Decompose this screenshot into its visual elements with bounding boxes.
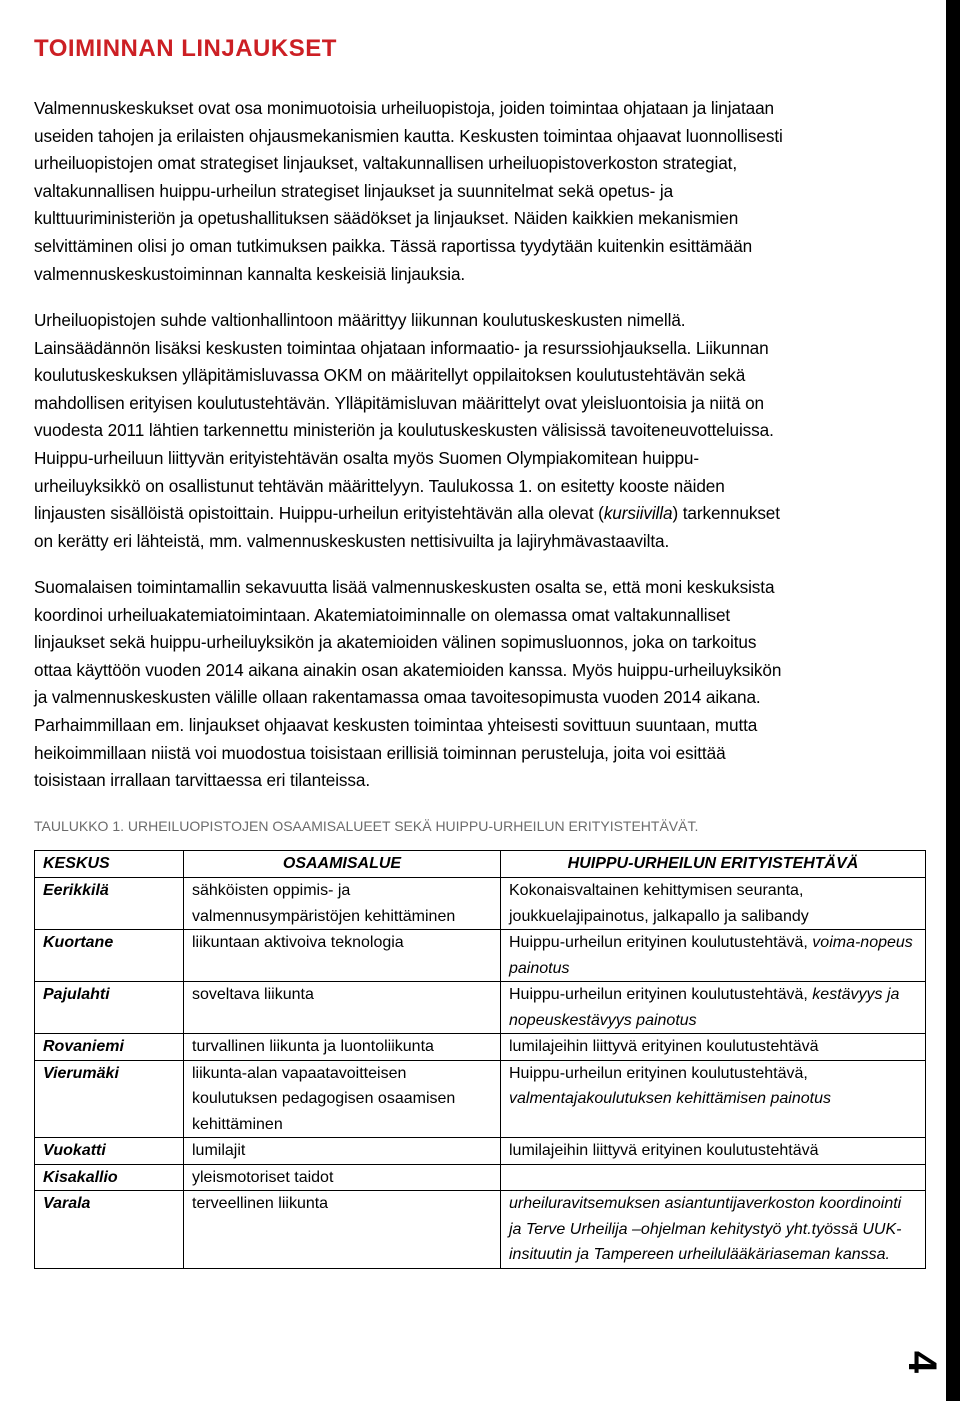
text-line: valmennuskeskustoiminnan kannalta keskeisiä linjauksia. [34, 263, 466, 284]
table-row [35, 1191, 926, 1269]
cell-osaamisalue: lumilajit [184, 1138, 501, 1165]
text-line: urheiluopistojen omat strategiset linjaukset, valtakunnallisen urheiluopistoverkoston strategiat, [34, 153, 738, 174]
cell-osaamisalue: sähköisten oppimis- ja valmennusympäristöjen kehittäminen [184, 878, 501, 930]
text-line: Urheiluopistojen suhde valtionhallintoon määrittyy liikunnan koulutuskeskusten nimellä. [34, 310, 686, 330]
cell-erityistehtava [501, 930, 926, 982]
page-edge-bar [946, 0, 960, 1401]
cell-osaamisalue: turvallinen liikunta ja luontoliikunta [184, 1034, 501, 1061]
text-line: Valmennuskeskukset ovat osa monimuotoisia urheiluopistoja, joiden toimintaa ohjataan ja linjataan [34, 98, 774, 118]
text-line: koordinoi urheiluakatemiatoimintaan. Akatemiatoiminnalle on olemassa omat valtakunnalliset [34, 604, 731, 625]
text-line: heikoimmillaan niistä voi muodostua toisistaan erillisiä toiminnan perusteluja, joita voi esittää [34, 742, 726, 763]
text-line: selvittäminen olisi jo oman tutkimuksen paikka. Tässä raportissa tyydytään kuitenkin esittämään [34, 235, 753, 256]
cell-erityistehtava [501, 1191, 926, 1269]
cell-keskus: Vuokatti [35, 1138, 184, 1165]
cell-osaamisalue: yleismotoriset taidot [184, 1164, 501, 1191]
cell-text: lumilajeihin liittyvä erityinen koulutustehtävä [509, 1142, 819, 1159]
text-line: Parhaimmillaan em. linjaukset ohjaavat keskusten toimintaa yhteisesti sovittuun suuntaan, mutta [34, 714, 758, 735]
cell-text: Huippu-urheilun erityinen koulutustehtävä, [509, 1064, 808, 1082]
cell-erityistehtava [501, 1138, 926, 1165]
cell-keskus: Pajulahti [35, 982, 184, 1034]
cell-erityistehtava [501, 878, 926, 930]
cell-keskus: Vierumäki [35, 1060, 184, 1138]
text-line: ja valmennuskeskusten välille ollaan rakentamassa omaa tavoitesopimusta vuoden 2014 aikana. [34, 687, 761, 708]
table-caption: TAULUKKO 1. URHEILUOPISTOJEN OSAAMISALUEET SEKÄ HUIPPU-URHEILUN ERITYISTEHTÄVÄT. [34, 818, 699, 834]
paragraph-3 [34, 574, 904, 795]
text-line: Suomalaisen toimintamallin sekavuutta lisää valmennuskeskusten osalta se, että moni keskuksista [34, 577, 775, 597]
cell-osaamisalue: liikuntaan aktivoiva teknologia [184, 930, 501, 982]
cell-text-italic: kestävyys ja nopeuskestävyys painotus [509, 986, 900, 1029]
text-segment: ) tarkennukset [672, 503, 780, 524]
cell-erityistehtava [501, 1034, 926, 1061]
text-line: ottaa käyttöön vuoden 2014 aikana ainakin osan akatemioiden kanssa. Myös huippu-urheiluyksikön [34, 659, 782, 680]
cell-text: Kokonaisvaltainen kehittymisen seuranta, joukkuelajipainotus, jalkapallo ja salibandy [509, 882, 809, 925]
table-row [35, 1164, 926, 1191]
text-segment: linjausten sisällöistä opistoittain. Huippu-urheilun erityistehtävän alla olevat ( [34, 503, 604, 524]
text-line: on kerätty eri lähteistä, mm. valmennuskeskusten nettisivuilta ja lajiryhmävastaavilta. [34, 530, 670, 551]
paragraph-2 [34, 307, 904, 555]
cell-text: Huippu-urheilun erityinen koulutustehtävä, [509, 986, 813, 1003]
cell-erityistehtava [501, 1164, 926, 1191]
table-row [35, 982, 926, 1034]
table-row [35, 1060, 926, 1138]
cell-keskus: Kisakallio [35, 1164, 184, 1191]
header-osaamisalue: OSAAMISALUE [184, 851, 501, 878]
paragraph-1 [34, 95, 904, 288]
header-erityistehtava: HUIPPU-URHEILUN ERITYISTEHTÄVÄ [501, 851, 926, 878]
text-line: Lainsäädännön lisäksi keskusten toimintaa ohjataan informaatio- ja resurssiohjauksella. Liikunnan [34, 337, 769, 358]
header-keskus: KESKUS [35, 851, 184, 878]
osaamisalueet-table [34, 850, 926, 1269]
text-line: toisistaan irrallaan tarvittaessa eri tilanteissa. [34, 770, 371, 791]
table-row [35, 930, 926, 982]
page-title: TOIMINNAN LINJAUKSET [34, 35, 337, 62]
cell-erityistehtava [501, 982, 926, 1034]
text-line: Huippu-urheiluun liittyvän erityistehtävän osalta myös Suomen Olympiakomitean huippu- [34, 447, 700, 468]
text-line: mahdollisen erityisen koulutustehtävän. Ylläpitämisluvan määrittelyt ovat yleisluontoisia ja niitä on [34, 392, 764, 413]
text-line: urheiluyksikkö on osallistunut tehtävän määrittelyyn. Taulukossa 1. on esitetty kooste näiden [34, 475, 725, 496]
cell-erityistehtava [501, 1060, 926, 1138]
italic-word: kursiivilla [603, 503, 673, 524]
cell-keskus: Varala [35, 1191, 184, 1269]
table-row [35, 1138, 926, 1165]
text-line: kulttuuriministeriön ja opetushallituksen säädökset ja linjaukset. Näiden kaikkien mekanismien [34, 208, 739, 229]
cell-osaamisalue: terveellinen liikunta [184, 1191, 501, 1269]
cell-text-italic: voima-nopeus painotus [509, 934, 913, 977]
table-row [35, 1034, 926, 1061]
page-number: 4 [900, 1350, 944, 1374]
table-row [35, 878, 926, 930]
cell-text: Huippu-urheilun erityinen koulutustehtävä, [509, 934, 813, 951]
cell-keskus: Kuortane [35, 930, 184, 982]
text-line: linjaukset sekä huippu-urheiluyksikön ja akatemioiden välinen sopimusluonnos, joka on tarkoitus [34, 632, 757, 653]
cell-text-italic: urheiluravitsemuksen asiantuntijaverkoston koordinointi ja Terve Urheilija –ohjelman kehitystyö yht.työssä UUK-insituutin ja Tampereen urheilulääkäriaseman kanssa. [509, 1195, 902, 1263]
text-line: useiden tahojen ja erilaisten ohjausmekanismien kautta. Keskusten toimintaa ohjaavat luonnollisesti [34, 125, 783, 146]
table-header-row [35, 851, 926, 878]
text-line: vuodesta 2011 lähtien tarkennettu ministeriön ja koulutuskeskusten välisissä tavoiteneuvotteluissa. [34, 420, 774, 441]
cell-keskus: Eerikkilä [35, 878, 184, 930]
cell-osaamisalue: liikunta-alan vapaatavoitteisen koulutuksen pedagogisen osaamisen kehittäminen [184, 1060, 501, 1138]
text-line: valtakunnallisen huippu-urheilun strategiset linjaukset ja suunnitelmat sekä opetus- ja [34, 180, 674, 201]
cell-osaamisalue: soveltava liikunta [184, 982, 501, 1034]
cell-text: lumilajeihin liittyvä erityinen koulutustehtävä [509, 1038, 819, 1055]
cell-keskus: Rovaniemi [35, 1034, 184, 1061]
text-line: koulutuskeskuksen ylläpitämisluvassa OKM on määritellyt oppilaitoksen koulutustehtävän sekä [34, 365, 746, 386]
cell-text-italic: valmentajakoulutuksen kehittämisen painotus [509, 1090, 831, 1107]
text-line-with-italic [34, 500, 904, 528]
